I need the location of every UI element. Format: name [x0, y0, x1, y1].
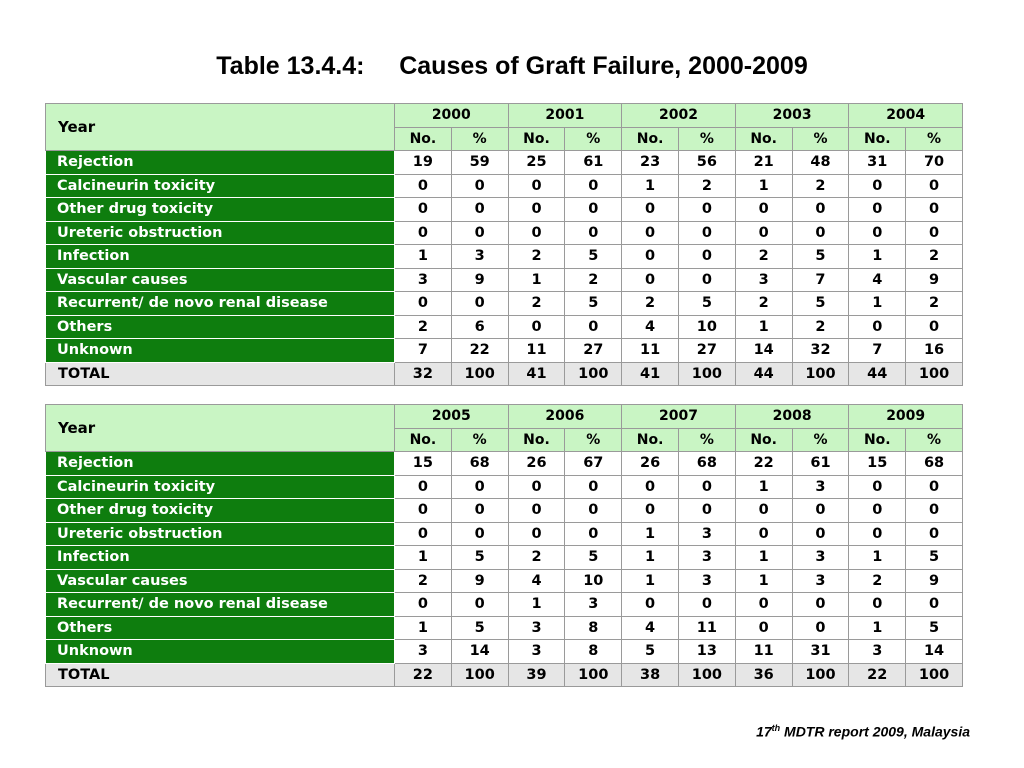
graft-failure-table-2005-2009	[45, 404, 963, 687]
table-cell: 3	[395, 640, 452, 664]
table-cell: 0	[451, 174, 508, 198]
table-cell: 0	[792, 221, 849, 245]
total-cell: 100	[906, 362, 963, 386]
table-cell: 9	[906, 569, 963, 593]
table-cell: 0	[622, 221, 679, 245]
count-column-header: No.	[735, 127, 792, 151]
percent-column-header: %	[678, 428, 735, 452]
table-cell: 0	[678, 268, 735, 292]
table-cell: 3	[508, 616, 565, 640]
table-cell: 0	[849, 198, 906, 222]
count-column-header: No.	[849, 428, 906, 452]
table-cell: 4	[508, 569, 565, 593]
total-cell: 22	[849, 663, 906, 687]
table-cell: 2	[906, 245, 963, 269]
table-cell: 0	[508, 174, 565, 198]
table-cell: 2	[622, 292, 679, 316]
total-cell: 22	[395, 663, 452, 687]
table-row	[46, 315, 963, 339]
table-cell: 0	[735, 616, 792, 640]
percent-column-header: %	[451, 127, 508, 151]
table-cell: 1	[735, 475, 792, 499]
table-cell: 0	[792, 198, 849, 222]
table-row	[46, 452, 963, 476]
table-cell: 0	[622, 245, 679, 269]
table-cell: 5	[792, 245, 849, 269]
footer-number: 17	[756, 723, 772, 740]
total-label: TOTAL	[46, 663, 395, 687]
table-cell: 7	[792, 268, 849, 292]
table-cell: 1	[508, 268, 565, 292]
table-row	[46, 522, 963, 546]
table-cell: 1	[508, 593, 565, 617]
table-cell: 0	[678, 221, 735, 245]
table-cell: 9	[451, 569, 508, 593]
table-cell: 68	[451, 452, 508, 476]
total-row	[46, 362, 963, 386]
table-cell: 1	[622, 569, 679, 593]
table-cell: 0	[395, 593, 452, 617]
total-cell: 100	[451, 362, 508, 386]
table-cell: 5	[451, 616, 508, 640]
table-cell: 0	[906, 174, 963, 198]
table-row	[46, 268, 963, 292]
table-row	[46, 616, 963, 640]
table-cell: 5	[565, 292, 622, 316]
table-cell: 3	[735, 268, 792, 292]
table-cell: 1	[735, 569, 792, 593]
cause-label: Others	[46, 616, 395, 640]
table-cell: 6	[451, 315, 508, 339]
table-cell: 15	[849, 452, 906, 476]
total-cell: 41	[622, 362, 679, 386]
table-cell: 5	[622, 640, 679, 664]
year-column-header: 2003	[735, 104, 849, 128]
table-row	[46, 569, 963, 593]
table-cell: 0	[451, 292, 508, 316]
cause-label: Recurrent/ de novo renal disease	[46, 292, 395, 316]
table-cell: 0	[451, 499, 508, 523]
table-row	[46, 174, 963, 198]
table-cell: 0	[678, 198, 735, 222]
table-cell: 1	[735, 315, 792, 339]
table-cell: 0	[395, 522, 452, 546]
header-row-years	[46, 104, 963, 128]
table-cell: 1	[849, 546, 906, 570]
table-cell: 0	[735, 499, 792, 523]
table-cell: 14	[735, 339, 792, 363]
count-column-header: No.	[395, 127, 452, 151]
table-cell: 0	[395, 198, 452, 222]
table-cell: 0	[735, 221, 792, 245]
total-cell: 44	[849, 362, 906, 386]
total-cell: 100	[906, 663, 963, 687]
count-column-header: No.	[622, 127, 679, 151]
count-column-header: No.	[622, 428, 679, 452]
table-cell: 3	[678, 522, 735, 546]
table-cell: 26	[508, 452, 565, 476]
cause-label: Calcineurin toxicity	[46, 174, 395, 198]
table-cell: 31	[792, 640, 849, 664]
cause-label: Recurrent/ de novo renal disease	[46, 593, 395, 617]
table-cell: 1	[622, 174, 679, 198]
year-header: Year	[46, 405, 395, 452]
total-cell: 100	[792, 362, 849, 386]
table-cell: 0	[508, 198, 565, 222]
total-cell: 100	[678, 362, 735, 386]
table-row	[46, 593, 963, 617]
count-column-header: No.	[849, 127, 906, 151]
year-column-header: 2007	[622, 405, 736, 429]
table-cell: 1	[849, 245, 906, 269]
cause-label: Unknown	[46, 339, 395, 363]
table-cell: 1	[849, 616, 906, 640]
table-cell: 25	[508, 151, 565, 175]
table-cell: 1	[395, 616, 452, 640]
table-cell: 0	[451, 593, 508, 617]
table-cell: 0	[451, 475, 508, 499]
table-cell: 0	[849, 475, 906, 499]
year-column-header: 2009	[849, 405, 963, 429]
header-row-years	[46, 405, 963, 429]
table-row	[46, 640, 963, 664]
table-cell: 5	[906, 616, 963, 640]
table-cell: 59	[451, 151, 508, 175]
table-cell: 3	[792, 475, 849, 499]
cause-label: Calcineurin toxicity	[46, 475, 395, 499]
table-cell: 0	[395, 174, 452, 198]
table-cell: 0	[565, 221, 622, 245]
table-row	[46, 499, 963, 523]
table-cell: 0	[792, 522, 849, 546]
table-cell: 11	[508, 339, 565, 363]
cause-label: Vascular causes	[46, 569, 395, 593]
table-cell: 4	[849, 268, 906, 292]
total-cell: 39	[508, 663, 565, 687]
table-cell: 48	[792, 151, 849, 175]
table-cell: 0	[678, 245, 735, 269]
table-row	[46, 292, 963, 316]
table-cell: 61	[565, 151, 622, 175]
cause-label: Rejection	[46, 151, 395, 175]
total-cell: 100	[451, 663, 508, 687]
table-cell: 2	[508, 245, 565, 269]
percent-column-header: %	[792, 428, 849, 452]
table-cell: 2	[395, 569, 452, 593]
total-cell: 36	[735, 663, 792, 687]
year-column-header: 2004	[849, 104, 963, 128]
source-footer	[756, 723, 970, 740]
year-column-header: 2001	[508, 104, 622, 128]
table-cell: 2	[735, 245, 792, 269]
table-cell: 0	[906, 221, 963, 245]
percent-column-header: %	[792, 127, 849, 151]
table-cell: 5	[792, 292, 849, 316]
total-cell: 44	[735, 362, 792, 386]
table-cell: 3	[678, 546, 735, 570]
table-cell: 1	[735, 174, 792, 198]
table-row	[46, 198, 963, 222]
table-cell: 0	[395, 221, 452, 245]
table-cell: 1	[735, 546, 792, 570]
table-cell: 70	[906, 151, 963, 175]
year-header: Year	[46, 104, 395, 151]
table-cell: 0	[508, 499, 565, 523]
table-cell: 16	[906, 339, 963, 363]
table-cell: 2	[395, 315, 452, 339]
total-cell: 100	[565, 663, 622, 687]
table-cell: 7	[395, 339, 452, 363]
table-cell: 0	[622, 268, 679, 292]
table-cell: 0	[849, 593, 906, 617]
total-cell: 32	[395, 362, 452, 386]
footer-superscript: th	[771, 723, 781, 733]
count-column-header: No.	[508, 428, 565, 452]
table-cell: 0	[622, 593, 679, 617]
cause-label: Other drug toxicity	[46, 499, 395, 523]
table-cell: 2	[565, 268, 622, 292]
table-cell: 0	[735, 593, 792, 617]
table-cell: 9	[906, 268, 963, 292]
table-row	[46, 221, 963, 245]
table-cell: 11	[735, 640, 792, 664]
count-column-header: No.	[395, 428, 452, 452]
table-cell: 26	[622, 452, 679, 476]
cause-label: Ureteric obstruction	[46, 522, 395, 546]
table-cell: 0	[678, 499, 735, 523]
table-cell: 0	[849, 522, 906, 546]
table-cell: 0	[565, 174, 622, 198]
percent-column-header: %	[906, 428, 963, 452]
table-cell: 1	[622, 522, 679, 546]
table-cell: 2	[792, 174, 849, 198]
table-cell: 0	[678, 593, 735, 617]
table-cell: 0	[906, 475, 963, 499]
table-cell: 0	[735, 522, 792, 546]
table-row	[46, 339, 963, 363]
table-cell: 3	[451, 245, 508, 269]
percent-column-header: %	[451, 428, 508, 452]
table-cell: 67	[565, 452, 622, 476]
table-cell: 2	[906, 292, 963, 316]
table-cell: 0	[565, 475, 622, 499]
table-cell: 0	[451, 522, 508, 546]
total-cell: 100	[678, 663, 735, 687]
year-column-header: 2005	[395, 405, 509, 429]
table-cell: 0	[849, 174, 906, 198]
table-cell: 0	[622, 475, 679, 499]
total-row	[46, 663, 963, 687]
cause-label: Unknown	[46, 640, 395, 664]
table-cell: 15	[395, 452, 452, 476]
cause-label: Rejection	[46, 452, 395, 476]
percent-column-header: %	[565, 127, 622, 151]
footer-text: MDTR report 2009, Malaysia	[780, 723, 970, 740]
table-cell: 31	[849, 151, 906, 175]
cause-label: Infection	[46, 245, 395, 269]
cause-label: Ureteric obstruction	[46, 221, 395, 245]
total-cell: 38	[622, 663, 679, 687]
year-column-header: 2002	[622, 104, 736, 128]
table-cell: 14	[906, 640, 963, 664]
table-cell: 0	[395, 499, 452, 523]
table-cell: 0	[678, 475, 735, 499]
table-cell: 13	[678, 640, 735, 664]
table-cell: 5	[565, 546, 622, 570]
percent-column-header: %	[565, 428, 622, 452]
table-cell: 0	[792, 616, 849, 640]
table-cell: 2	[678, 174, 735, 198]
table-cell: 22	[451, 339, 508, 363]
table-cell: 0	[792, 499, 849, 523]
table-cell: 22	[735, 452, 792, 476]
table-cell: 0	[565, 198, 622, 222]
table-cell: 3	[565, 593, 622, 617]
table-cell: 0	[906, 522, 963, 546]
table-cell: 0	[906, 198, 963, 222]
table-cell: 7	[849, 339, 906, 363]
table-cell: 0	[395, 475, 452, 499]
page-title: Table 13.4.4: Causes of Graft Failure, 2000-2009	[216, 52, 808, 80]
table-cell: 1	[395, 546, 452, 570]
table-cell: 61	[792, 452, 849, 476]
total-cell: 41	[508, 362, 565, 386]
table-row	[46, 151, 963, 175]
cause-label: Vascular causes	[46, 268, 395, 292]
year-column-header: 2000	[395, 104, 509, 128]
table-cell: 4	[622, 616, 679, 640]
total-cell: 100	[792, 663, 849, 687]
table-cell: 0	[395, 292, 452, 316]
table-cell: 0	[508, 315, 565, 339]
table-cell: 11	[622, 339, 679, 363]
table-cell: 0	[508, 475, 565, 499]
table-cell: 10	[678, 315, 735, 339]
table-cell: 56	[678, 151, 735, 175]
table-cell: 0	[508, 522, 565, 546]
table-cell: 0	[565, 522, 622, 546]
table-cell: 9	[451, 268, 508, 292]
table-cell: 0	[906, 499, 963, 523]
table-cell: 3	[678, 569, 735, 593]
table-cell: 27	[565, 339, 622, 363]
count-column-header: No.	[735, 428, 792, 452]
table-cell: 14	[451, 640, 508, 664]
year-column-header: 2008	[735, 405, 849, 429]
table-cell: 2	[508, 292, 565, 316]
table-cell: 1	[622, 546, 679, 570]
table-cell: 3	[792, 569, 849, 593]
year-column-header: 2006	[508, 405, 622, 429]
table-cell: 0	[565, 499, 622, 523]
cause-label: Infection	[46, 546, 395, 570]
table-cell: 68	[906, 452, 963, 476]
table-cell: 19	[395, 151, 452, 175]
table-cell: 2	[508, 546, 565, 570]
table-cell: 0	[565, 315, 622, 339]
table-cell: 2	[792, 315, 849, 339]
table-cell: 5	[565, 245, 622, 269]
table-cell: 0	[622, 499, 679, 523]
graft-failure-table-2000-2004	[45, 103, 963, 386]
percent-column-header: %	[678, 127, 735, 151]
table-cell: 21	[735, 151, 792, 175]
count-column-header: No.	[508, 127, 565, 151]
total-label: TOTAL	[46, 362, 395, 386]
table-cell: 0	[849, 221, 906, 245]
table-cell: 32	[792, 339, 849, 363]
table-row	[46, 546, 963, 570]
table-cell: 0	[451, 198, 508, 222]
table-cell: 0	[622, 198, 679, 222]
table-cell: 0	[508, 221, 565, 245]
cause-label: Others	[46, 315, 395, 339]
table-cell: 27	[678, 339, 735, 363]
table-cell: 3	[849, 640, 906, 664]
table-cell: 5	[906, 546, 963, 570]
table-row	[46, 245, 963, 269]
table-cell: 0	[906, 593, 963, 617]
table-cell: 5	[451, 546, 508, 570]
table-cell: 0	[849, 315, 906, 339]
table-cell: 1	[395, 245, 452, 269]
table-cell: 23	[622, 151, 679, 175]
table-cell: 2	[849, 569, 906, 593]
table-cell: 3	[792, 546, 849, 570]
cause-label: Other drug toxicity	[46, 198, 395, 222]
total-cell: 100	[565, 362, 622, 386]
table-cell: 8	[565, 640, 622, 664]
table-cell: 68	[678, 452, 735, 476]
table-cell: 1	[849, 292, 906, 316]
table-cell: 4	[622, 315, 679, 339]
table-cell: 0	[906, 315, 963, 339]
table-cell: 11	[678, 616, 735, 640]
table-cell: 3	[508, 640, 565, 664]
table-cell: 0	[451, 221, 508, 245]
table-cell: 2	[735, 292, 792, 316]
table-cell: 0	[735, 198, 792, 222]
table-cell: 5	[678, 292, 735, 316]
table-cell: 3	[395, 268, 452, 292]
table-cell: 10	[565, 569, 622, 593]
table-cell: 8	[565, 616, 622, 640]
percent-column-header: %	[906, 127, 963, 151]
table-row	[46, 475, 963, 499]
table-cell: 0	[849, 499, 906, 523]
table-cell: 0	[792, 593, 849, 617]
